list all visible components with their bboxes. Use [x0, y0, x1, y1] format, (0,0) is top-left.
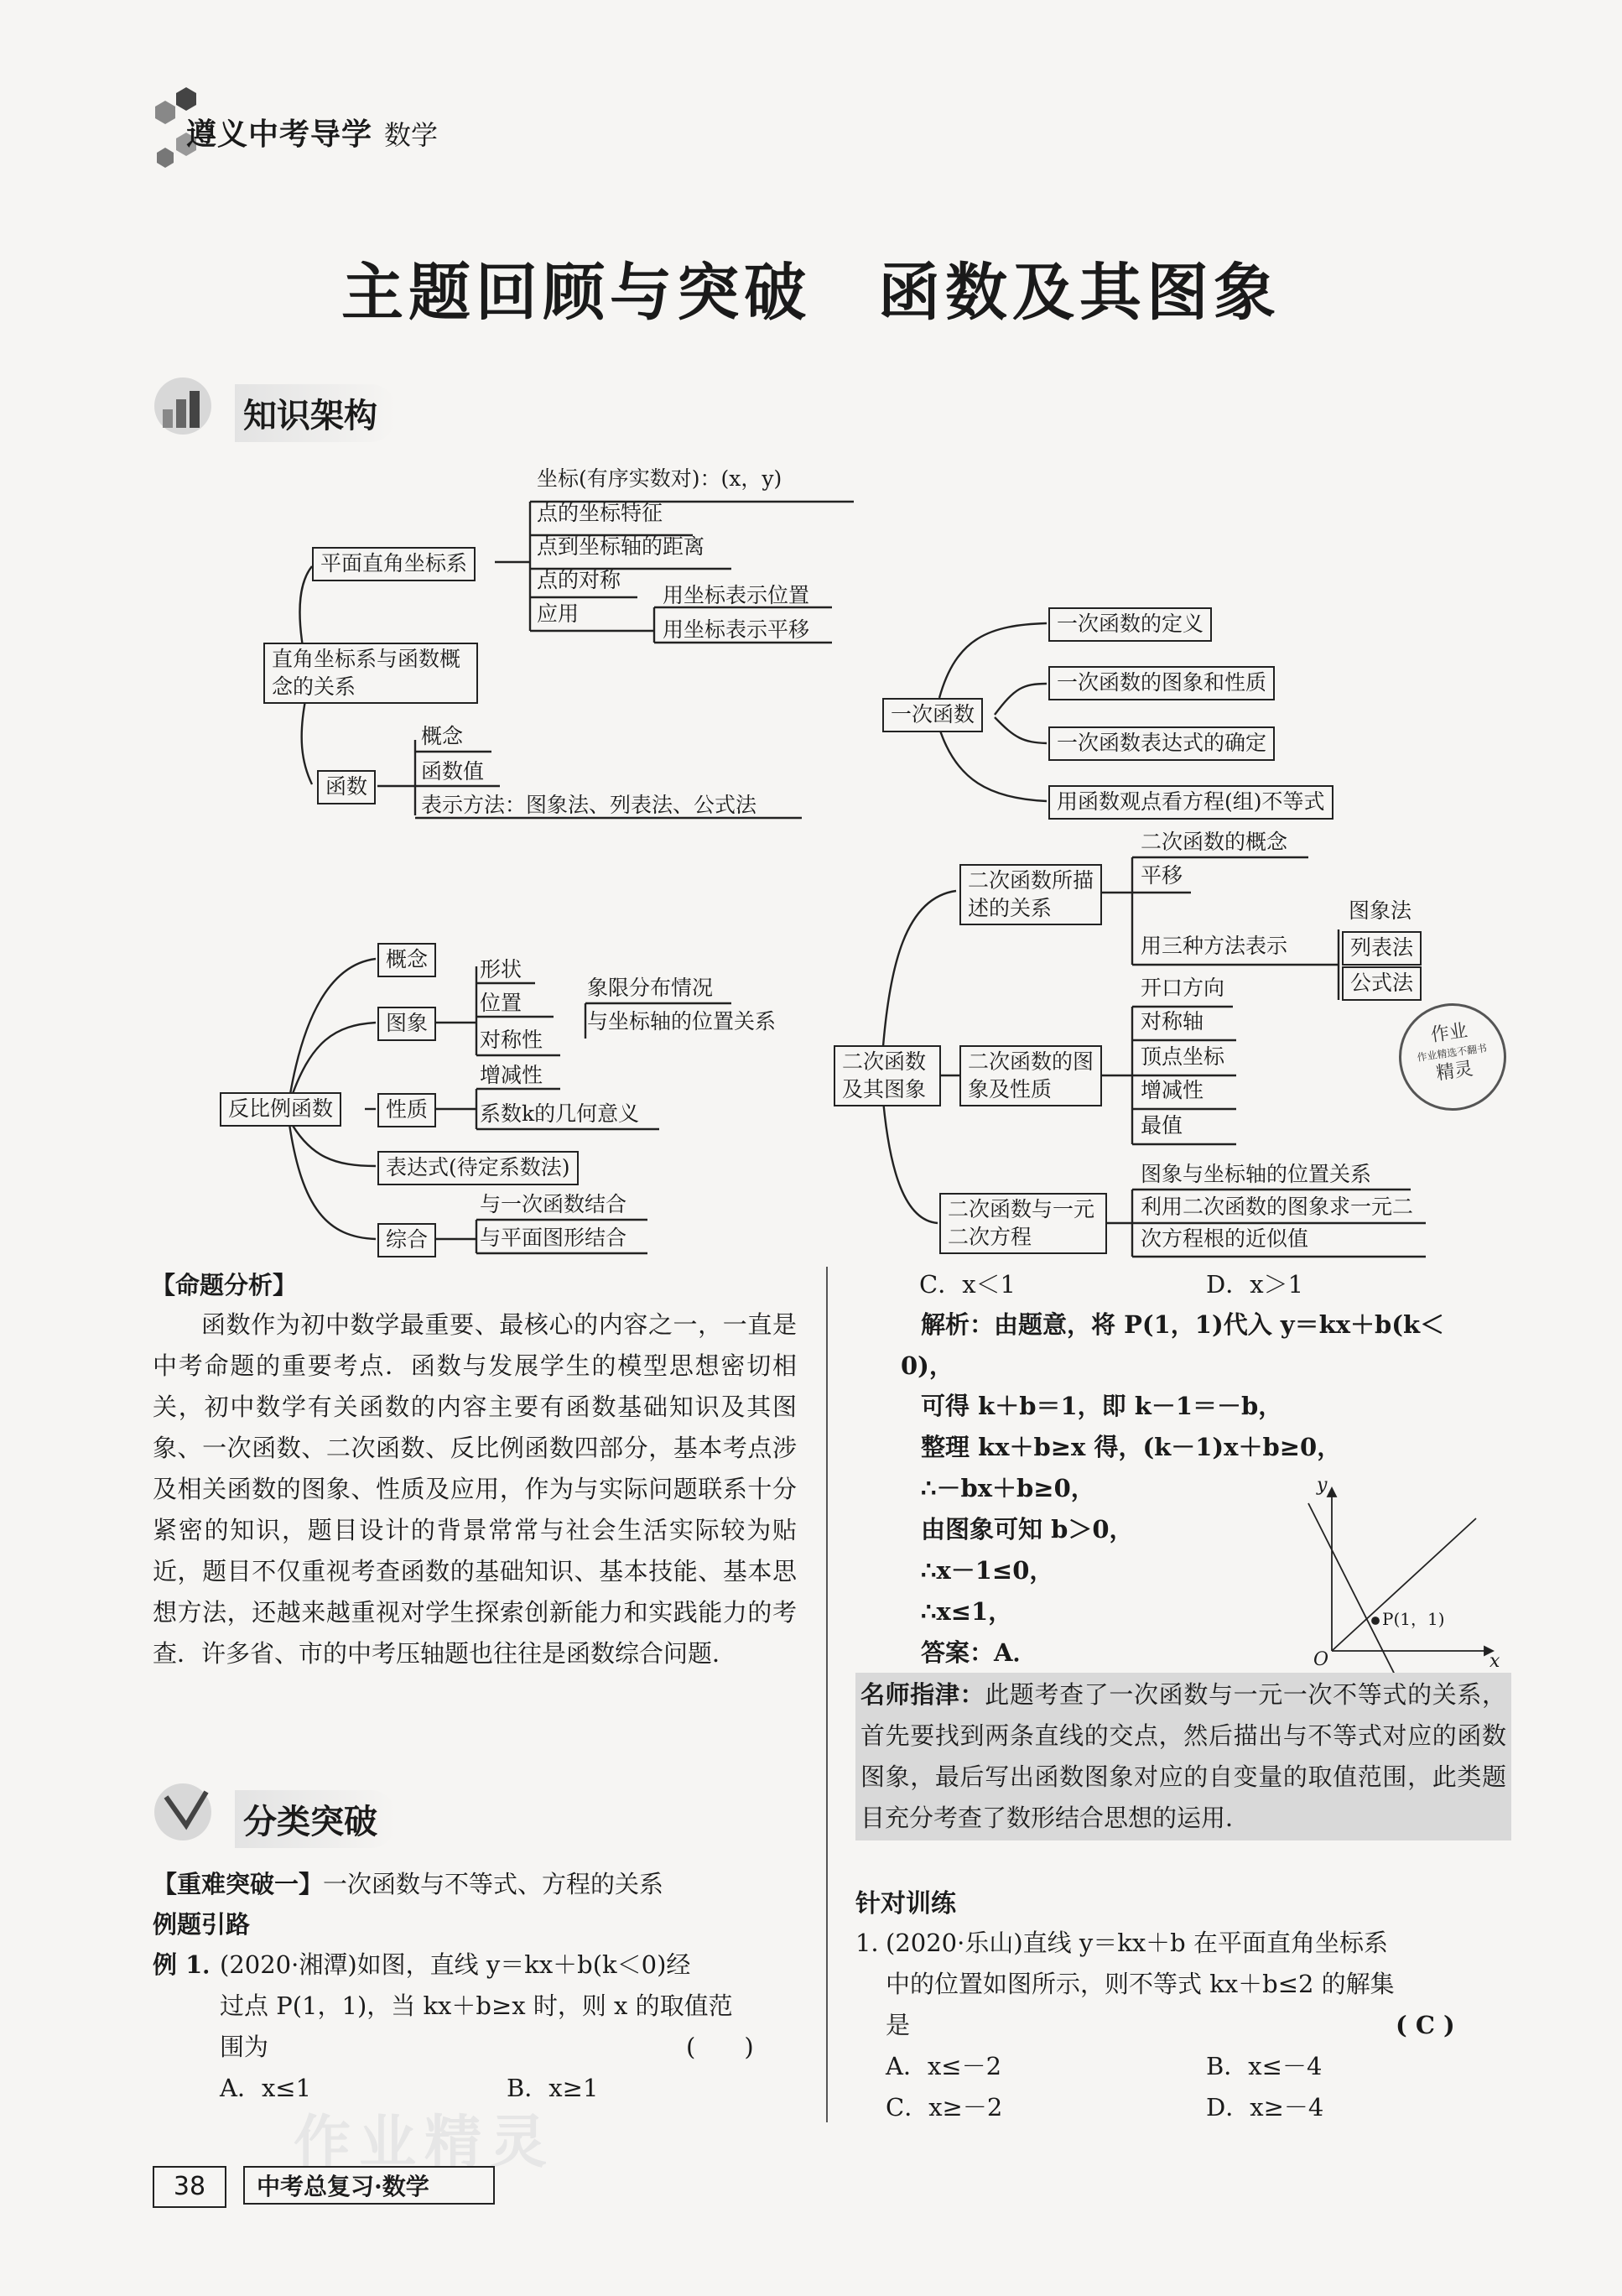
node-inverse-i1: 形状: [480, 957, 522, 981]
node-quad-m1: 图象法: [1349, 898, 1412, 923]
node-inverse-expr: 表达式(待定系数法): [377, 1151, 579, 1185]
option-c: C．x＜1: [919, 1270, 1016, 1299]
practice-option-b: B．x≤－4: [1206, 2052, 1323, 2080]
node-quad-b2e: 最值: [1141, 1113, 1183, 1138]
node-p4: 点的对称: [537, 568, 621, 592]
option-a: A．x≤1: [220, 2074, 312, 2102]
breakthrough-topic: 一次函数与不等式、方程的关系: [323, 1870, 664, 1898]
node-f3: 表示方法：图象法、列表法、公式法: [421, 793, 757, 817]
node-p3: 点到坐标轴的距离: [537, 534, 705, 559]
node-coord-root: 直角坐标系与函数概念的关系: [263, 643, 478, 704]
node-p5: 应用: [537, 601, 580, 626]
node-inverse-i3: 对称性: [480, 1028, 543, 1052]
graph-x-label: x: [1489, 1651, 1500, 1672]
node-inverse-i2b: 与坐标轴的位置关系: [587, 1009, 777, 1033]
page-title: 主题回顾与突破 函数及其图象: [341, 257, 1281, 329]
example-head: 例题引路: [153, 1910, 251, 1939]
stamp-bottom: 精灵: [1434, 1058, 1474, 1085]
stamp-mid: 作业精选不翻书: [1416, 1042, 1488, 1064]
example-paren: ( ): [686, 2033, 754, 2061]
section-icon-knowledge: [154, 377, 211, 435]
solution-4: ∴－bx＋b≥0，: [921, 1474, 1095, 1502]
node-inverse-root: 反比例函数: [220, 1092, 341, 1127]
breakthrough-label: 【重难突破一】: [153, 1870, 324, 1898]
practice-q1-answer: ( C ): [1396, 2011, 1455, 2039]
stamp-top: 作业: [1429, 1020, 1469, 1047]
teacher-tip-label: 名师指津：: [860, 1680, 985, 1709]
practice-q1-line-1: (2020·乐山)直线 y＝kx＋b 在平面直角坐标系: [886, 1929, 1388, 1957]
solution-7: ∴x≤1，: [921, 1597, 1013, 1626]
node-plane: 平面直角坐标系: [312, 547, 476, 581]
node-quad-b1a: 二次函数的概念: [1141, 830, 1288, 854]
node-inverse-co1: 与一次函数结合: [480, 1192, 627, 1216]
page-number: 38: [153, 2166, 226, 2208]
node-quad-b2d: 增减性: [1141, 1078, 1204, 1102]
solution-1b: 0)，: [901, 1351, 954, 1380]
analysis-title: 【命题分析】: [151, 1271, 298, 1299]
node-linear-c3: 一次函数表达式的确定: [1048, 726, 1275, 761]
node-quad-root: 二次函数及其图象: [834, 1045, 941, 1106]
node-linear-c4: 用函数观点看方程(组)不等式: [1048, 785, 1333, 820]
node-linear-c2: 一次函数的图象和性质: [1048, 666, 1275, 700]
node-p1: 坐标(有序实数对)：(x，y): [537, 466, 782, 491]
node-inverse-concept: 概念: [377, 943, 436, 977]
node-p2: 点的坐标特征: [537, 501, 663, 525]
solution-5: 由图象可知 b＞0，: [921, 1515, 1134, 1544]
node-p5a: 用坐标表示位置: [663, 583, 810, 607]
solution-3: 整理 kx＋b≥x 得，(k－1)x＋b≥0，: [921, 1433, 1342, 1461]
solution-1: 解析：由题意，将 P(1，1)代入 y＝kx＋b(k＜: [921, 1310, 1445, 1339]
node-quad-m3: 公式法: [1342, 966, 1422, 1001]
node-quad-b2b: 对称轴: [1141, 1009, 1204, 1033]
practice-q1-line-2: 中的位置如图所示，则不等式 kx＋b≤2 的解集: [886, 1970, 1395, 1998]
node-linear-c1: 一次函数的定义: [1048, 607, 1212, 642]
graph-y-label: y: [1317, 1475, 1328, 1496]
node-f2: 函数值: [421, 759, 485, 784]
header-subject: 数学: [384, 119, 439, 151]
footer-book: 中考总复习·数学: [243, 2166, 495, 2205]
node-p5b: 用坐标表示平移: [663, 617, 810, 642]
option-d: D．x＞1: [1206, 1270, 1304, 1299]
solution-2: 可得 k＋b＝1，即 k－1＝－b，: [921, 1392, 1283, 1420]
node-inverse-pr1: 增减性: [480, 1063, 543, 1087]
node-linear-root: 一次函数: [882, 698, 983, 732]
example-label: 例 1．: [153, 1950, 227, 1979]
node-quad-b2c: 顶点坐标: [1141, 1044, 1225, 1069]
section-knowledge: 知识架构: [235, 384, 396, 442]
node-quad-b1c: 用三种方法表示: [1141, 934, 1288, 958]
practice-option-c: C．x≥－2: [886, 2093, 1003, 2122]
hex-decor-2: [155, 101, 175, 124]
header-brand: 遵义中考导学: [186, 117, 373, 152]
node-quad-b3a: 图象与坐标轴的位置关系: [1141, 1162, 1372, 1186]
node-inverse-co2: 与平面图形结合: [480, 1226, 627, 1250]
teacher-tip-text: 此题考查了一次函数与一元一次不等式的关系，首先要找到两条直线的交点，然后描出与不等式对应的函数图象，最后写出函数图象对应的自变量的取值范围，此类题目充分考查了数形结合思想的运用．: [860, 1680, 1506, 1832]
option-b: B．x≥1: [507, 2074, 599, 2102]
node-quad-b3: 二次函数与一元二次方程: [939, 1193, 1107, 1254]
solution-8: 答案：A．: [921, 1638, 1037, 1667]
node-quad-b2a: 开口方向: [1141, 976, 1225, 1000]
node-quad-m2: 列表法: [1342, 931, 1422, 966]
example-line-2: 过点 P(1，1)，当 kx＋b≥x 时，则 x 的取值范: [220, 1991, 733, 2020]
node-inverse-i2: 位置: [480, 991, 522, 1015]
node-inverse-prop: 性质: [377, 1093, 436, 1127]
practice-head: 针对训练: [855, 1889, 956, 1919]
node-quad-b1b: 平移: [1141, 863, 1183, 888]
solution-6: ∴x－1≤0，: [921, 1556, 1054, 1585]
practice-q1-line-3: 是: [886, 2011, 911, 2039]
node-quad-b1: 二次函数所描述的关系: [959, 864, 1102, 925]
section-icon-category: [154, 1783, 211, 1840]
node-inverse-i2a: 象限分布情况: [587, 976, 714, 1000]
section-category: 分类突破: [235, 1790, 396, 1848]
practice-option-d: D．x≥－4: [1206, 2093, 1324, 2122]
graph-origin-label: O: [1313, 1649, 1329, 1670]
graph-point-label: P(1，1): [1382, 1609, 1445, 1629]
node-inverse-image: 图象: [377, 1007, 436, 1041]
node-func: 函数: [317, 770, 376, 804]
breakthrough-line: [153, 1866, 663, 1900]
practice-q1-label: 1．: [855, 1929, 896, 1957]
node-f1: 概念: [421, 724, 464, 748]
teacher-tip: [855, 1673, 1511, 1840]
node-inverse-pr2: 系数k的几何意义: [480, 1101, 640, 1126]
practice-option-a: A．x≤－2: [886, 2052, 1002, 2080]
hex-decor-4: [157, 148, 174, 168]
analysis-text: 函数作为初中数学最重要、最核心的内容之一，一直是中考命题的重要考点．函数与发展学生的模型思想密切相关，初中数学有关函数的内容主要有函数基础知识及其图象、一次函数、二次函数、反比例函数四部分，基本考点涉及相关函数的图象、性质及应用，作为与实际问题联系十分紧密的知识，题目设计的背景常常与社会生活实际较为贴近，题目不仅重视考查函数的基础知识、基本技能、基本思想方法，还越来越重视对学生探索创新能力和实践能力的考查．许多省、市的中考压轴题也往往是函数综合问题．: [153, 1310, 797, 1668]
example-graph: [1308, 1488, 1493, 1686]
node-quad-b3b: 利用二次函数的图象求一元二次方程根的近似值: [1141, 1195, 1414, 1251]
example-line-3: 围为: [220, 2033, 269, 2061]
node-quad-b2: 二次函数的图象及性质: [959, 1045, 1102, 1106]
watermark: 作业精灵: [294, 2109, 556, 2176]
example-line-1: (2020·湘潭)如图，直线 y＝kx＋b(k＜0)经: [220, 1950, 691, 1979]
node-inverse-comp: 综合: [377, 1223, 436, 1257]
hex-decor-1: [176, 87, 196, 111]
